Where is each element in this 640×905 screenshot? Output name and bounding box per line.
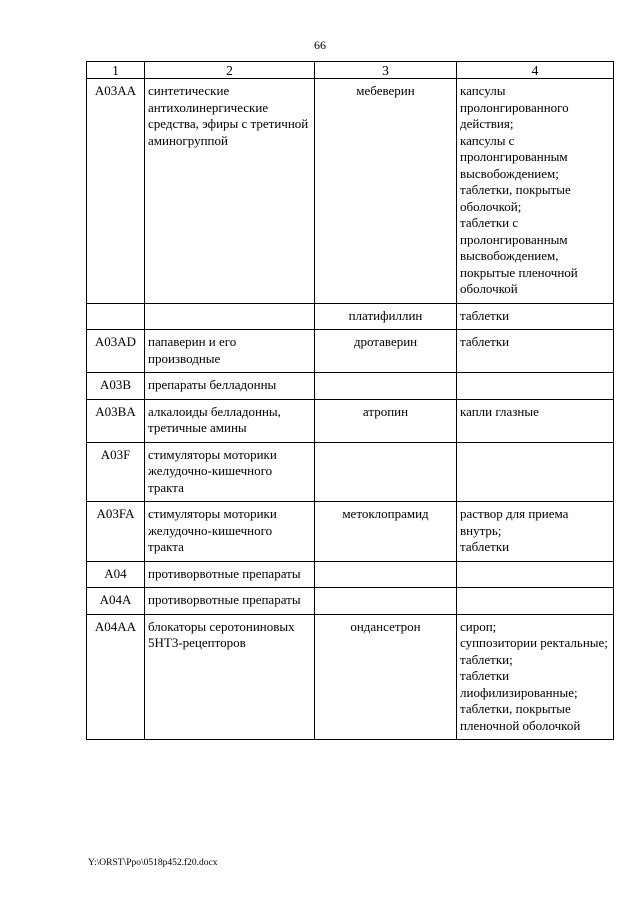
dosage-forms-cell xyxy=(457,561,614,588)
dosage-forms-cell xyxy=(457,399,614,442)
table-row xyxy=(87,442,614,502)
substance-cell: дротаверин xyxy=(315,330,457,373)
group-name-cell: стимуляторы моторики желудочно-кишечного тракта xyxy=(145,502,315,562)
atc-code-cell xyxy=(87,303,145,330)
atc-code-cell: A04AA xyxy=(87,614,145,740)
dosage-forms-cell xyxy=(457,442,614,502)
dosage-forms-cell xyxy=(457,588,614,615)
substance-cell xyxy=(315,373,457,400)
dosage-form-item: раствор для приема внутрь; xyxy=(460,506,569,538)
table-row xyxy=(87,373,614,400)
substance-cell: метоклопрамид xyxy=(315,502,457,562)
group-name-cell: папаверин и его производные xyxy=(145,330,315,373)
atc-code-cell: A03BA xyxy=(87,399,145,442)
table-row xyxy=(87,399,614,442)
dosage-form-item: таблетки xyxy=(460,334,510,349)
dosage-form-item: сироп; xyxy=(460,618,497,634)
header-col-1: 1 xyxy=(87,62,145,79)
group-name-cell: противорвотные препараты xyxy=(145,561,315,588)
dosage-forms-cell xyxy=(457,330,614,373)
dosage-form-item: таблетки, покрытые оболочкой; xyxy=(460,182,571,214)
dosage-form-item: таблетки лиофилизированные; xyxy=(460,668,578,700)
dosage-forms-cell xyxy=(457,79,614,304)
dosage-form-item: суппозитории ректальные; xyxy=(460,635,608,650)
table-row xyxy=(87,614,614,740)
substance-cell: ондансетрон xyxy=(315,614,457,740)
substance-cell: атропин xyxy=(315,399,457,442)
substance-cell xyxy=(315,588,457,615)
header-col-4: 4 xyxy=(457,62,614,79)
atc-code-cell: A04 xyxy=(87,561,145,588)
table-row xyxy=(87,561,614,588)
group-name-cell xyxy=(145,303,315,330)
dosage-form-item: таблетки, покрытые пленочной оболочкой xyxy=(460,701,581,733)
dosage-form-item: таблетки xyxy=(460,539,510,554)
table-row xyxy=(87,79,614,304)
atc-code-cell: A03AD xyxy=(87,330,145,373)
dosage-forms-cell xyxy=(457,303,614,330)
header-col-3: 3 xyxy=(315,62,457,79)
substance-cell xyxy=(315,442,457,502)
atc-code-cell: A03AA xyxy=(87,79,145,304)
group-name-cell: синтетические антихолинергические средства, эфиры с третичной аминогруппой xyxy=(145,79,315,304)
group-name-cell: блокаторы серотониновых 5HT3-рецепторов xyxy=(145,614,315,740)
header-col-2: 2 xyxy=(145,62,315,79)
dosage-forms-cell xyxy=(457,502,614,562)
table-row xyxy=(87,303,614,330)
atc-code-cell: A04A xyxy=(87,588,145,615)
dosage-form-item: капли глазные xyxy=(460,403,539,419)
group-name-cell: алкалоиды белладонны, третичные амины xyxy=(145,399,315,442)
footer-file-path: Y:\ORST\Ppo\0518p452.f20.docx xyxy=(88,858,218,868)
atc-code-cell: A03F xyxy=(87,442,145,502)
dosage-form-item: таблетки; xyxy=(460,651,513,667)
atc-code-cell: A03B xyxy=(87,373,145,400)
substance-cell: платифиллин xyxy=(315,303,457,330)
table-row xyxy=(87,502,614,562)
table-row xyxy=(87,330,614,373)
substance-cell xyxy=(315,561,457,588)
drug-table xyxy=(86,61,614,740)
substance-cell: мебеверин xyxy=(315,79,457,304)
group-name-cell: противорвотные препараты xyxy=(145,588,315,615)
table-header-row xyxy=(87,62,614,79)
group-name-cell: препараты белладонны xyxy=(145,373,315,400)
dosage-form-item: капсулы с пролонгированным высвобождением; xyxy=(460,132,568,181)
dosage-form-item: таблетки с пролонгированным высвобождением, покрытые пленочной оболочкой xyxy=(460,215,578,296)
page-number: 66 xyxy=(314,38,326,52)
dosage-form-item: таблетки xyxy=(460,307,510,323)
dosage-forms-cell xyxy=(457,614,614,740)
table-row xyxy=(87,588,614,615)
dosage-forms-cell xyxy=(457,373,614,400)
atc-code-cell: A03FA xyxy=(87,502,145,562)
group-name-cell: стимуляторы моторики желудочно-кишечного тракта xyxy=(145,442,315,502)
dosage-form-item: капсулы пролонгированного действия; xyxy=(460,83,569,131)
